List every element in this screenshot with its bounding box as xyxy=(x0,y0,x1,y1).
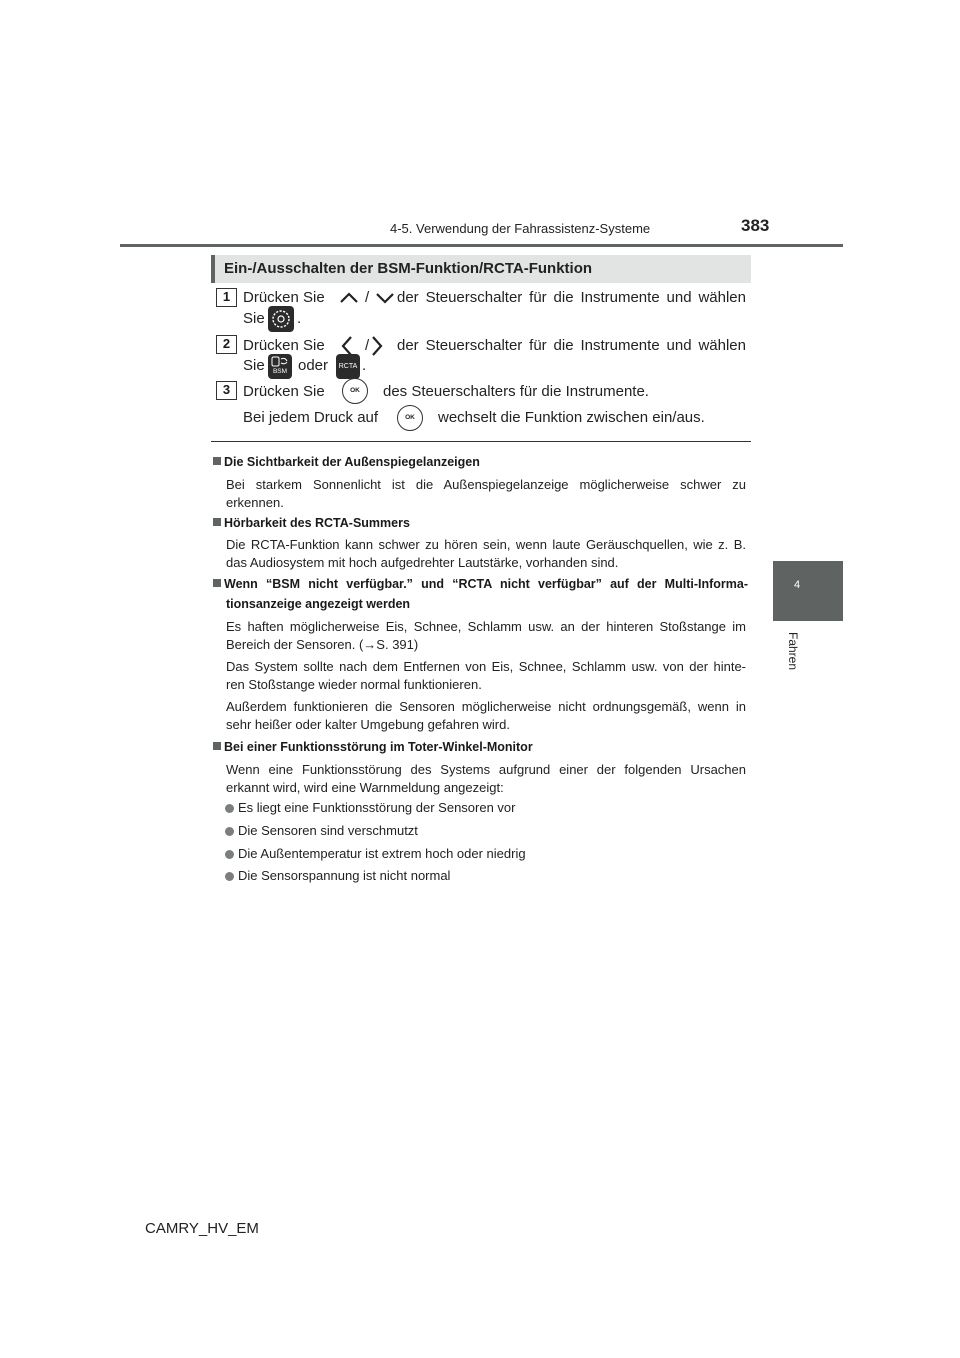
note-4-line-1: Wenn eine Funktionsstörung des Systems aufgrund einer der folgenden Ursachen xyxy=(226,762,746,777)
note-heading-1 xyxy=(213,455,480,469)
square-bullet-icon xyxy=(213,457,221,465)
mirror-car-icon xyxy=(268,354,292,368)
step-number-3: 3 xyxy=(216,381,237,400)
note-3-para-1-line-1: Es haften möglicherweise Eis, Schnee, Schlamm usw. an der hinteren Stoßstange im xyxy=(226,619,746,634)
step-2-slash: / xyxy=(365,337,370,354)
note-4-title: Bei einer Funktionsstörung im Toter-Winkel-Monitor xyxy=(224,740,533,754)
step-3-text-d: wechselt die Funktion zwischen ein/aus. xyxy=(438,409,705,426)
footer-model-code: CAMRY_HV_EM xyxy=(145,1220,259,1237)
running-header-section: 4-5. Verwendung der Fahrassistenz-Systeme xyxy=(390,221,651,236)
settings-gear-icon xyxy=(268,306,294,332)
step-3-text-b: des Steuerschalters für die Instrumente. xyxy=(383,383,649,400)
bsm-icon xyxy=(268,354,292,379)
bullet-text: Die Sensoren sind verschmutzt xyxy=(238,823,418,838)
note-3-para-1-line-2: Bereich der Sensoren. (→S. 391) xyxy=(226,637,419,652)
note-heading-2 xyxy=(213,516,410,530)
bsm-icon-label: BSM xyxy=(272,368,288,375)
step-1-text-c: Sie xyxy=(243,310,265,327)
bullet-text: Es liegt eine Funktionsstörung der Sensoren vor xyxy=(238,800,516,815)
ok-button-icon: OK xyxy=(342,378,368,404)
note-2-title: Hörbarkeit des RCTA-Summers xyxy=(224,516,410,530)
round-bullet-icon xyxy=(225,850,234,859)
step-3-text-a: Drücken Sie xyxy=(243,383,325,400)
step-2-period: . xyxy=(362,357,367,374)
note-3-title-line-2: tionsanzeige angezeigt werden xyxy=(226,597,411,611)
note-1-line-2: erkennen. xyxy=(226,495,284,510)
step-1-slash: / xyxy=(365,289,370,306)
round-bullet-icon xyxy=(225,804,234,813)
bullet-item xyxy=(225,823,418,838)
chapter-number: 4 xyxy=(793,579,801,591)
note-2-line-2: das Audiosystem mit hoch aufgedrehter Lautstärke, vorhanden sind. xyxy=(226,555,619,570)
section-heading-bar xyxy=(211,255,215,283)
round-bullet-icon xyxy=(225,872,234,881)
step-1-text-a: Drücken Sie xyxy=(243,289,325,306)
note-3-title-line-1: Wenn “BSM nicht verfügbar.” und “RCTA nicht verfügbar” auf der Multi-Informa- xyxy=(224,577,748,591)
note-3-para-3-line-1: Außerdem funktionieren die Sensoren möglicherweise nicht ordnungsgemäß, wenn in xyxy=(226,699,746,714)
step-1-period: . xyxy=(297,310,302,327)
note-1-title: Die Sichtbarkeit der Außenspiegelanzeigen xyxy=(224,455,480,469)
round-bullet-icon xyxy=(225,827,234,836)
note-3-para-3-line-2: sehr heißer oder kalter Umgebung gefahren wird. xyxy=(226,717,510,732)
note-4-line-2: erkannt wird, wird eine Warnmeldung angezeigt: xyxy=(226,780,504,795)
square-bullet-icon xyxy=(213,742,221,750)
page-number: 383 xyxy=(741,216,770,235)
bullet-text: Die Sensorspannung ist nicht normal xyxy=(238,868,451,883)
chevron-down-icon xyxy=(375,292,395,304)
step-2-text-b: der Steuerschalter für die Instrumente und wählen xyxy=(397,337,746,354)
section-heading xyxy=(211,255,751,283)
note-2-line-1: Die RCTA-Funktion kann schwer zu hören sein, wenn laute Geräuschquellen, wie z. B. xyxy=(226,537,746,552)
step-number-1: 1 xyxy=(216,288,237,307)
square-bullet-icon xyxy=(213,579,221,587)
header-rule xyxy=(120,244,843,247)
square-bullet-icon xyxy=(213,518,221,526)
note-3-para-2-line-1: Das System sollte nach dem Entfernen von Eis, Schnee, Schlamm usw. von der hinte- xyxy=(226,659,746,674)
bullet-item xyxy=(225,800,516,815)
step-2-oder: oder xyxy=(298,357,329,374)
bullet-item xyxy=(225,846,526,861)
step-2-text-a: Drücken Sie xyxy=(243,337,325,354)
step-2-text-c: Sie xyxy=(243,357,265,374)
note-3-para-2-line-2: ren Stoßstange wieder normal funktionieren. xyxy=(226,677,482,692)
section-heading-text: Ein-/Ausschalten der BSM-Funktion/RCTA-Funktion xyxy=(224,260,593,277)
note-heading-4 xyxy=(213,740,533,754)
ok-button-icon-2: OK xyxy=(397,405,423,431)
chevron-up-icon xyxy=(339,292,359,304)
section-separator xyxy=(211,441,751,442)
note-1-line-1: Bei starkem Sonnenlicht ist die Außenspiegelanzeige möglicherweise schwer zu xyxy=(226,477,746,492)
chapter-label: Fahren xyxy=(786,632,800,671)
step-number-2: 2 xyxy=(216,335,237,354)
step-1-text-b: der Steuerschalter für die Instrumente und wählen xyxy=(397,289,746,306)
chevron-right-icon xyxy=(370,335,384,357)
step-3-text-c: Bei jedem Druck auf xyxy=(243,409,379,426)
rcta-icon: RCTA xyxy=(336,354,360,379)
note-heading-3 xyxy=(213,577,748,591)
chapter-tab xyxy=(773,561,843,621)
bullet-item xyxy=(225,868,450,883)
bullet-text: Die Außentemperatur ist extrem hoch oder niedrig xyxy=(238,846,526,861)
